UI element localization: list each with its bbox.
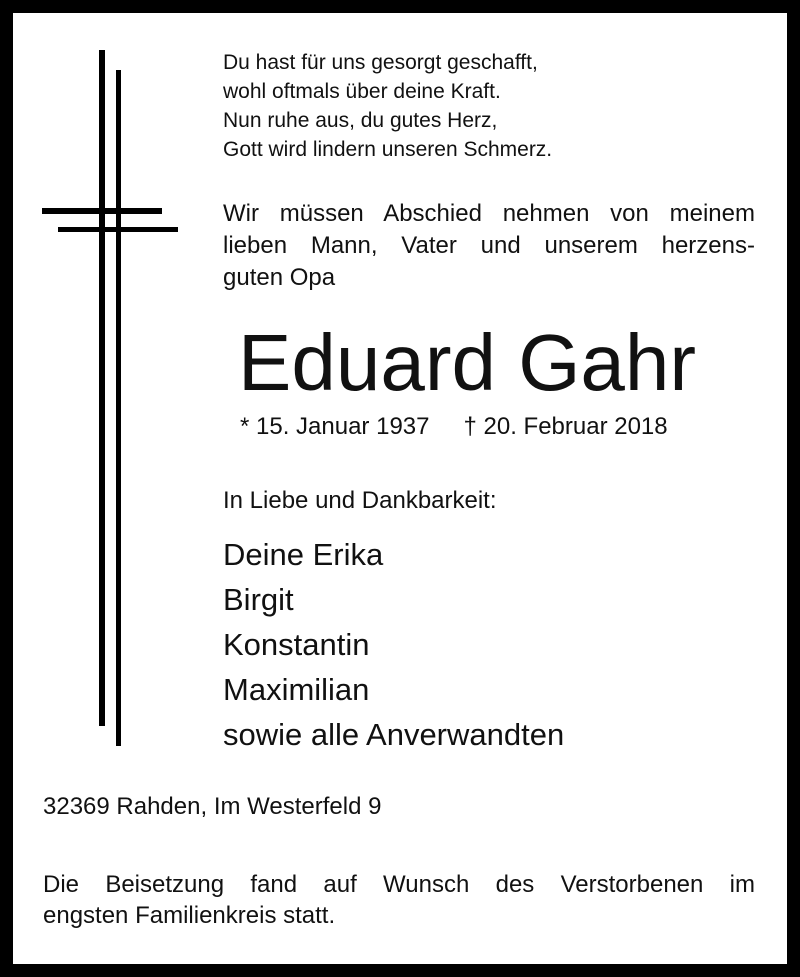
deceased-name: Eduard Gahr — [238, 318, 697, 407]
poem-verse — [223, 48, 552, 164]
mourner-name: Birgit — [223, 582, 294, 617]
birth-date: * 15. Januar 1937 — [240, 413, 430, 440]
mourner-name: Deine Erika — [223, 537, 384, 572]
mourners-list — [223, 532, 564, 757]
mourner-name: sowie alle Anverwandten — [223, 717, 565, 752]
poem-line: Gott wird lindern unseren Schmerz. — [223, 138, 553, 161]
cross-right-vertical — [116, 70, 121, 746]
poem-line: wohl oftmals über deine Kraft. — [223, 80, 501, 103]
poem-line: Nun ruhe aus, du gutes Herz, — [223, 109, 498, 132]
intro-line: lieben Mann, Vater und unserem herzens- — [223, 232, 755, 259]
mourner-name: Maximilian — [223, 672, 370, 707]
mourners-intro: In Liebe und Dankbarkeit: — [223, 487, 497, 514]
poem-line: Du hast für uns gesorgt geschafft, — [223, 51, 538, 74]
life-dates — [240, 412, 668, 442]
mourner-name: Konstantin — [223, 627, 370, 662]
burial-line: engsten Familienkreis statt. — [43, 902, 336, 929]
cross-upper-bar — [42, 208, 162, 214]
cross-left-vertical — [99, 50, 105, 726]
cross-lower-bar — [58, 227, 178, 232]
death-date: † 20. Februar 2018 — [463, 413, 668, 440]
burial-note — [43, 869, 755, 931]
intro-line: Wir müssen Abschied nehmen von meinem — [223, 200, 755, 227]
farewell-intro — [223, 198, 755, 294]
intro-line: guten Opa — [223, 264, 336, 291]
family-address: 32369 Rahden, Im Westerfeld 9 — [43, 793, 382, 820]
burial-line: Die Beisetzung fand auf Wunsch des Verstorbenen im — [43, 871, 755, 898]
